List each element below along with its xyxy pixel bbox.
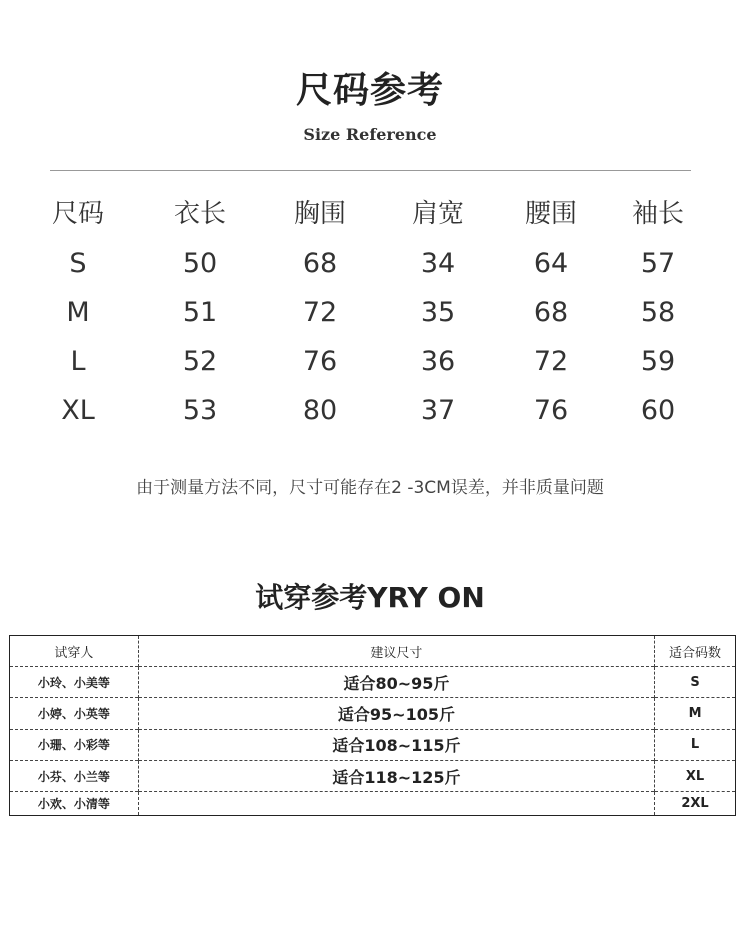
measurement-note: 由于测量方法不同，尺寸可能存在2 -3CM误差，并非质量问题 — [136, 478, 604, 498]
size-header-cell: 袖长 — [631, 199, 684, 229]
size-cell: 72 — [302, 297, 338, 328]
page-title: 尺码参考 — [295, 70, 444, 111]
size-cell: 53 — [182, 395, 218, 426]
try-on-fit-size: S — [655, 667, 736, 698]
size-cell: 50 — [182, 248, 218, 279]
try-on-header-cell: 适合码数 — [655, 636, 736, 667]
try-on-fit-size: M — [655, 698, 736, 729]
size-cell: 76 — [533, 395, 569, 426]
try-on-person: 小欢、小清等 — [10, 792, 139, 816]
size-header-cell: 腰围 — [524, 199, 577, 229]
size-table-row — [0, 337, 740, 386]
try-on-recommendation: 适合80~95斤 — [138, 667, 654, 698]
try-on-header-cell: 试穿人 — [54, 645, 94, 661]
try-on-row — [10, 761, 736, 792]
size-table — [0, 190, 740, 435]
size-table-header — [0, 190, 740, 239]
try-on-fit-size: L — [655, 729, 736, 760]
size-header-cell: 肩宽 — [411, 199, 464, 229]
size-cell: 37 — [420, 395, 456, 426]
try-on-person: 小芬、小兰等 — [10, 761, 139, 792]
size-cell: 68 — [533, 297, 569, 328]
size-cell: 68 — [302, 248, 338, 279]
try-on-row — [10, 698, 736, 729]
size-cell: 59 — [640, 346, 676, 377]
size-cell: 57 — [640, 248, 676, 279]
size-cell: L — [70, 346, 86, 377]
try-on-fit-size: 2XL — [655, 792, 736, 816]
try-on-row — [10, 792, 736, 816]
size-cell: 34 — [420, 248, 456, 279]
size-cell: XL — [61, 395, 95, 426]
size-cell: 58 — [640, 297, 676, 328]
page-subtitle: Size Reference — [303, 125, 437, 144]
size-cell: 35 — [420, 297, 456, 328]
size-header-cell: 衣长 — [173, 199, 226, 229]
size-cell: M — [66, 297, 90, 328]
size-cell: 76 — [302, 346, 338, 377]
try-on-header-cell: 建议尺寸 — [138, 636, 654, 667]
size-cell: 36 — [420, 346, 456, 377]
size-header-cell: 胸围 — [293, 199, 346, 229]
size-cell: 80 — [302, 395, 338, 426]
size-table-row — [0, 239, 740, 288]
size-cell: 60 — [640, 395, 676, 426]
try-on-title: 试穿参考YRY ON — [255, 581, 485, 614]
try-on-recommendation — [138, 792, 654, 816]
try-on-row — [10, 667, 736, 698]
try-on-table — [9, 635, 736, 816]
try-on-recommendation: 适合95~105斤 — [138, 698, 654, 729]
try-on-fit-size: XL — [655, 761, 736, 792]
try-on-row — [10, 729, 736, 760]
try-on-recommendation: 适合108~115斤 — [138, 729, 654, 760]
size-table-row — [0, 288, 740, 337]
divider — [50, 170, 691, 171]
try-on-person: 小玲、小美等 — [10, 667, 139, 698]
size-cell: 72 — [533, 346, 569, 377]
size-cell: 52 — [182, 346, 218, 377]
try-on-recommendation: 适合118~125斤 — [138, 761, 654, 792]
try-on-person: 小婷、小英等 — [10, 698, 139, 729]
try-on-header-row — [10, 636, 736, 667]
try-on-person: 小珊、小彩等 — [10, 729, 139, 760]
size-cell: S — [69, 248, 87, 279]
size-header-cell: 尺码 — [51, 199, 104, 229]
size-table-row — [0, 386, 740, 435]
size-cell: 51 — [182, 297, 218, 328]
size-cell: 64 — [533, 248, 569, 279]
